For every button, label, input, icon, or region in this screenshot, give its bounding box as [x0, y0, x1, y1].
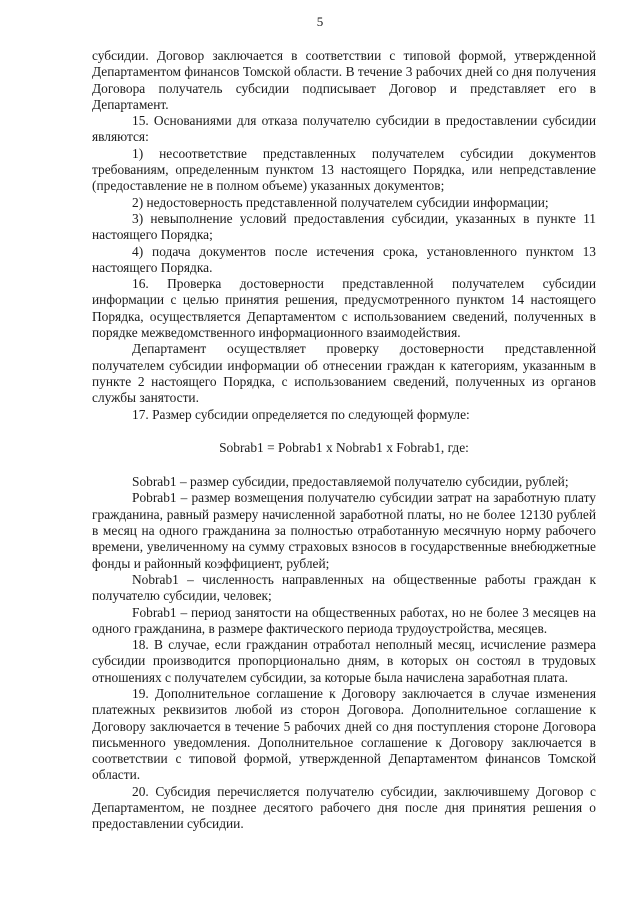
- paragraph: Департамент осуществляет проверку достоверности представленной получателем субсидии информации об отнесении граждан к категориям, указанным в пункте 2 настоящего Порядка, с использованием сведений, полученных из органов службы занятости.: [92, 341, 596, 406]
- page-number: 5: [316, 14, 324, 29]
- paragraph: 17. Размер субсидии определяется по следующей формуле:: [132, 406, 470, 422]
- list-item: 3) невыполнение условий предоставления субсидии, указанных в пункте 11 настоящего Порядка;: [92, 210, 596, 243]
- paragraph: 16. Проверка достоверности представленной получателем субсидии информации с целью принятия решения, предусмотренного пунктом 14 настоящего Порядка, осуществляется Департаментом с использованием сведений, полученных в порядке межведомственного информационного взаимодействия.: [92, 276, 596, 341]
- list-item: 2) недостоверность представленной получателем субсидии информации;: [132, 194, 549, 210]
- paragraph: субсидии. Договор заключается в соответствии с типовой формой, утвержденной Департаментом финансов Томской области. В течение 3 рабочих дней со дня получения Договора получатель субсидии подписывает Договор и представляет его в Департамент.: [92, 48, 596, 112]
- definition: Sobrab1 – размер субсидии, предоставляемой получателю субсидии, рублей;: [132, 474, 569, 490]
- paragraph: 18. В случае, если гражданин отработал неполный месяц, исчисление размера субсидии производится пропорционально дням, в которых он состоял в трудовых отношениях с получателем субсидии, за которые была начислена заработная плата.: [92, 637, 596, 685]
- definition: Nobrab1 – численность направленных на общественные работы граждан к получателю субсидии, человек;: [92, 571, 596, 604]
- paragraph: 20. Субсидия перечисляется получателю субсидии, заключившему Договор с Департаментом, не позднее десятого рабочего дня после дня принятия решения о предоставлении субсидии.: [92, 783, 596, 832]
- document-body: [92, 48, 596, 833]
- definition: Pobrab1 – размер возмещения получателю субсидии затрат на заработную плату гражданина, равный размеру начисленной заработной платы, но не более 12130 рублей в месяц на одного гражданина за полностью отработанную месячную норму рабочего времени, увеличенному на сумму страховых взносов в государственные внебюджетные фонды и районный коэффициент, рублей;: [92, 490, 596, 571]
- paragraph: 19. Дополнительное соглашение к Договору заключается в случае изменения платежных реквизитов любой из сторон Договора. Дополнительное соглашение к Договору заключается в течение 5 рабочих дней со дня поступления стороне Договора письменного уведомления. Дополнительное соглашение к Договору заключается в соответствии с типовой формой, утвержденной Департаментом финансов Томской области.: [92, 685, 596, 783]
- paragraph: 15. Основаниями для отказа получателю субсидии в предоставлении субсидии являются:: [92, 113, 596, 145]
- list-item: 4) подача документов после истечения срока, установленного пунктом 13 настоящего Порядка.: [92, 243, 596, 275]
- list-item: 1) несоответствие представленных получателем субсидии документов требованиям, определенным пунктом 13 настоящего Порядка, или непредставление (предоставление не в полном объеме) указанных документов;: [92, 145, 596, 194]
- definition: Fobrab1 – период занятости на общественных работах, но не более 3 месяцев на одного гражданина, в размере фактического периода трудоустройства, месяцев.: [92, 604, 596, 636]
- formula: Sobrab1 = Pobrab1 x Nobrab1 x Fobrab1, где:: [219, 439, 469, 455]
